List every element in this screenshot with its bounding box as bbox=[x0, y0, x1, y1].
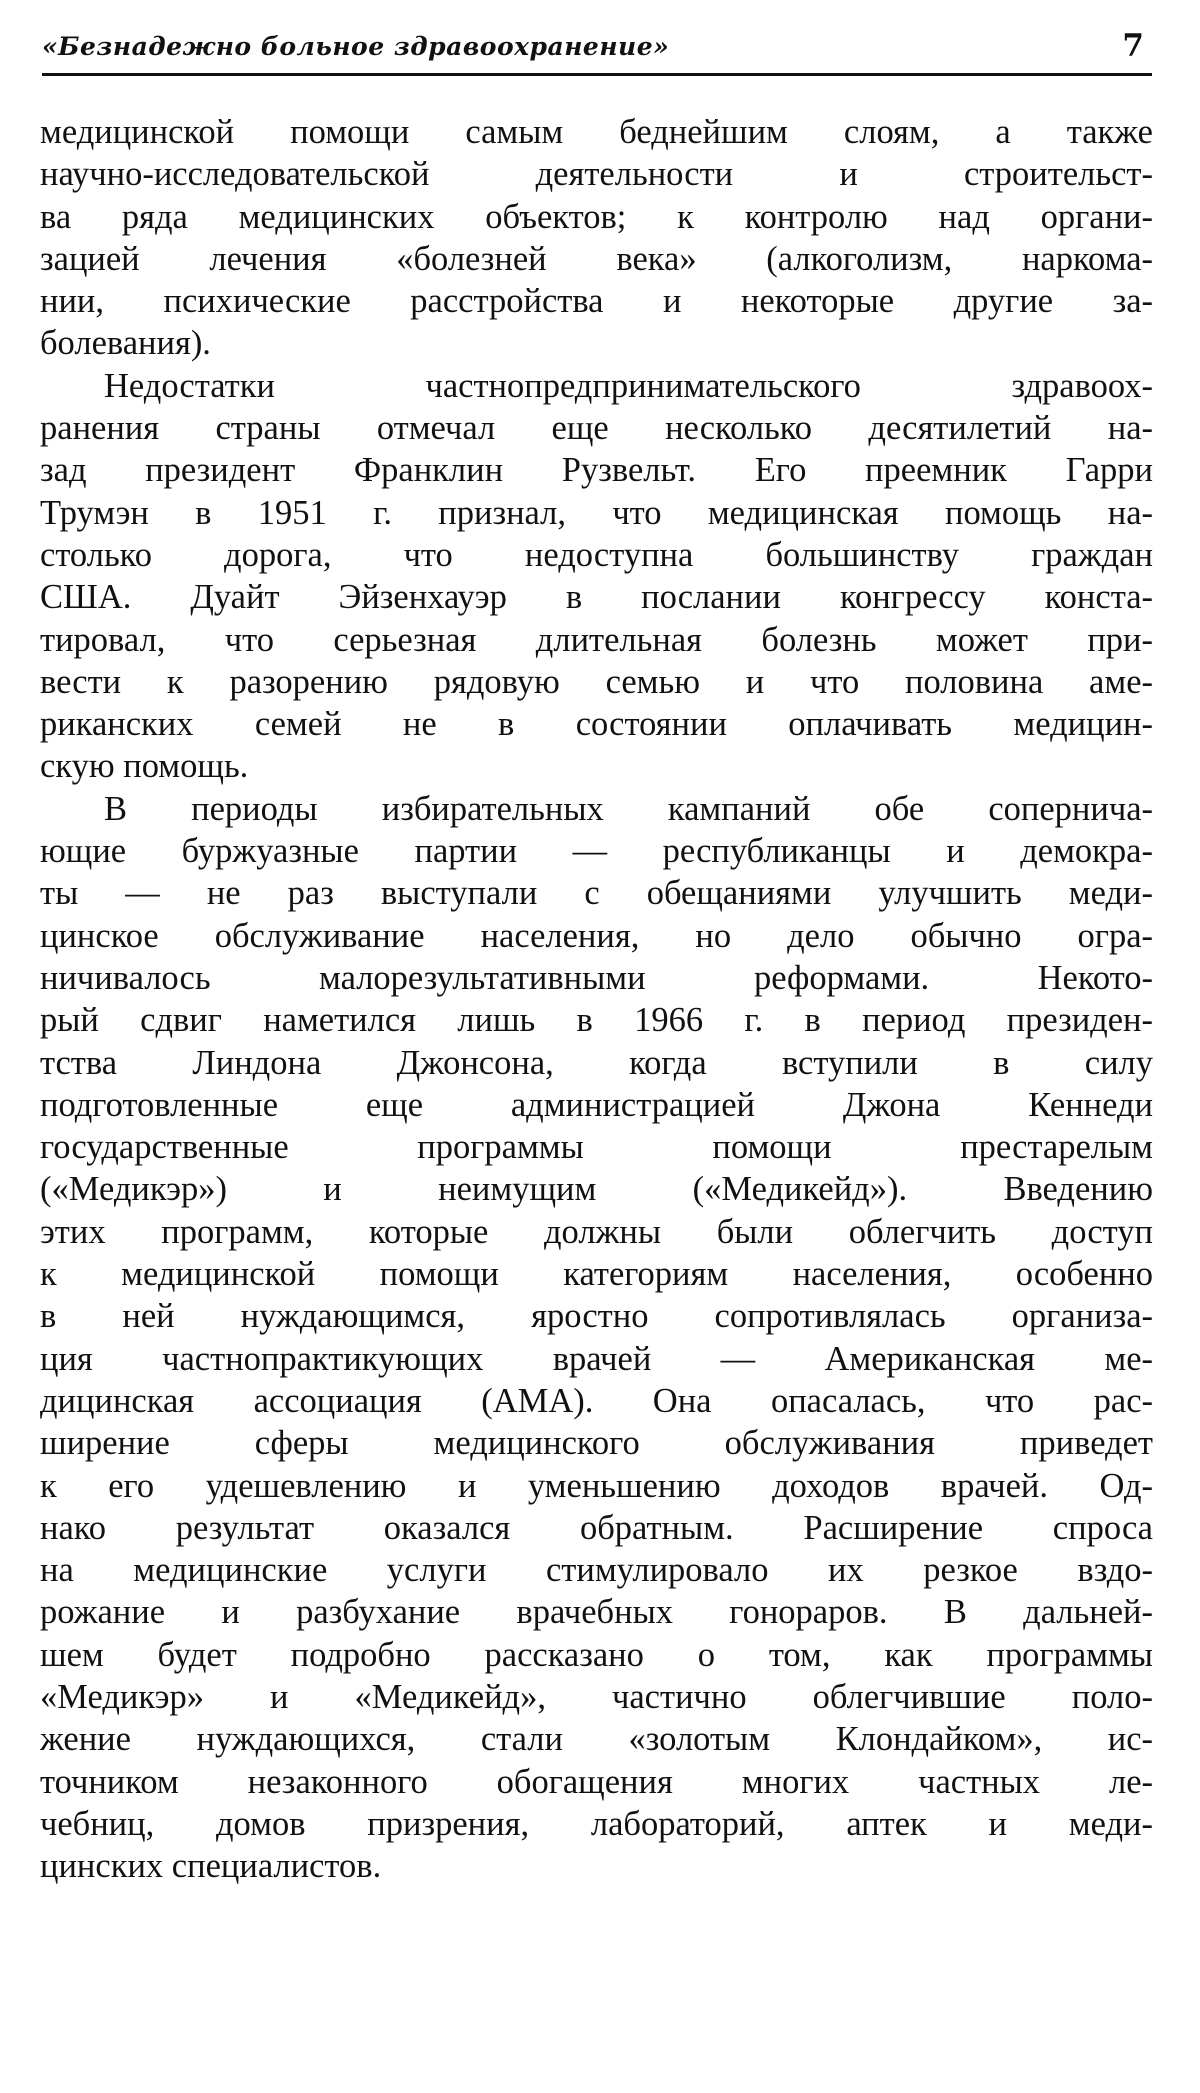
text-line: Недостатки частнопредпринимательского здравоох- bbox=[104, 366, 1153, 405]
text-line: шем будет подробно рассказано о том, как программы bbox=[40, 1635, 1153, 1674]
text-line: цинских специалистов. bbox=[40, 1847, 382, 1886]
text-line: нако результат оказался обратным. Расширение спроса bbox=[40, 1508, 1153, 1547]
text-line: дицинская ассоциация (АМА). Она опасалась, что рас- bbox=[40, 1381, 1153, 1420]
text-line: на медицинские услуги стимулировало их резкое вздо- bbox=[40, 1551, 1153, 1590]
paragraph bbox=[40, 788, 1153, 1888]
text-line: этих программ, которые должны были облегчить доступ bbox=[40, 1212, 1153, 1251]
text-line: США. Дуайт Эйзенхауэр в послании конгрессу конста- bbox=[40, 578, 1153, 617]
text-line: рожание и разбухание врачебных гонораров. В дальней- bbox=[40, 1593, 1153, 1632]
text-line: рый сдвиг наметился лишь в 1966 г. в период президен- bbox=[40, 1001, 1153, 1040]
paragraph bbox=[40, 365, 1153, 788]
text-line: ва ряда медицинских объектов; к контролю над органи- bbox=[40, 197, 1153, 236]
text-line: ничивалось малорезультативными реформами. Некото- bbox=[40, 958, 1153, 997]
text-line: столько дорога, что недоступна большинству граждан bbox=[40, 535, 1153, 574]
text-line: Трумэн в 1951 г. признал, что медицинская помощь на- bbox=[40, 493, 1153, 532]
text-line: тства Линдона Джонсона, когда вступили в силу bbox=[40, 1043, 1153, 1082]
text-line: болевания). bbox=[40, 324, 211, 363]
text-line: государственные программы помощи престарелым bbox=[40, 1128, 1153, 1167]
running-title: «Безнадежно больное здравоохранение» bbox=[42, 32, 670, 61]
text-line: к медицинской помощи категориям населения, особенно bbox=[40, 1255, 1153, 1294]
text-line: В периоды избирательных кампаний обе соперничa- bbox=[104, 789, 1153, 828]
text-line: зацией лечения «болезней века» (алкоголизм, наркома- bbox=[40, 239, 1153, 278]
body-text bbox=[40, 111, 1153, 1887]
text-line: цинское обслуживание населения, но дело обычно огра- bbox=[40, 916, 1153, 955]
text-line: подготовленные еще администрацией Джона Кеннеди bbox=[40, 1085, 1153, 1124]
text-line: ющие буржуазные партии — республиканцы и демокра- bbox=[40, 832, 1153, 871]
text-line: точником незаконного обогащения многих частных ле- bbox=[40, 1762, 1153, 1801]
text-line: тировал, что серьезная длительная болезнь может при- bbox=[40, 620, 1153, 659]
text-line: нии, психические расстройства и некоторые другие за- bbox=[40, 282, 1153, 321]
text-line: медицинской помощи самым беднейшим слоям, а также bbox=[40, 113, 1153, 151]
text-line: жение нуждающихся, стали «золотым Клондайком», ис- bbox=[40, 1720, 1153, 1759]
text-line: ранения страны отмечал еще несколько десятилетий на- bbox=[40, 409, 1153, 448]
text-line: скую помощь. bbox=[40, 747, 249, 786]
page-number: 7 bbox=[1122, 28, 1144, 64]
text-line: ция частнопрактикующих врачей — Американская ме- bbox=[40, 1339, 1153, 1378]
text-line: чебниц, домов призрения, лабораторий, аптек и меди- bbox=[40, 1804, 1153, 1843]
text-line: зад президент Франклин Рузвельт. Его преемник Гарри bbox=[40, 451, 1153, 490]
running-header bbox=[42, 30, 1152, 76]
text-line: («Медикэр») и неимущим («Медикейд»). Введению bbox=[40, 1170, 1153, 1209]
text-line: к его удешевлению и уменьшению доходов врачей. Од- bbox=[40, 1466, 1153, 1505]
text-line: вести к разорению рядовую семью и что половина аме- bbox=[40, 662, 1153, 701]
text-line: риканских семей не в состоянии оплачивать медицин- bbox=[40, 705, 1153, 744]
text-line: «Медикэр» и «Медикейд», частично облегчившие поло- bbox=[40, 1677, 1153, 1716]
text-line: ширение сферы медицинского обслуживания приведет bbox=[40, 1424, 1153, 1463]
paragraph bbox=[40, 111, 1153, 365]
text-line: ты — не раз выступали с обещаниями улучшить меди- bbox=[40, 874, 1153, 913]
text-line: научно-исследовательской деятельности и строительст- bbox=[40, 155, 1153, 194]
text-line: в ней нуждающимся, яростно сопротивлялась организа- bbox=[40, 1297, 1153, 1336]
